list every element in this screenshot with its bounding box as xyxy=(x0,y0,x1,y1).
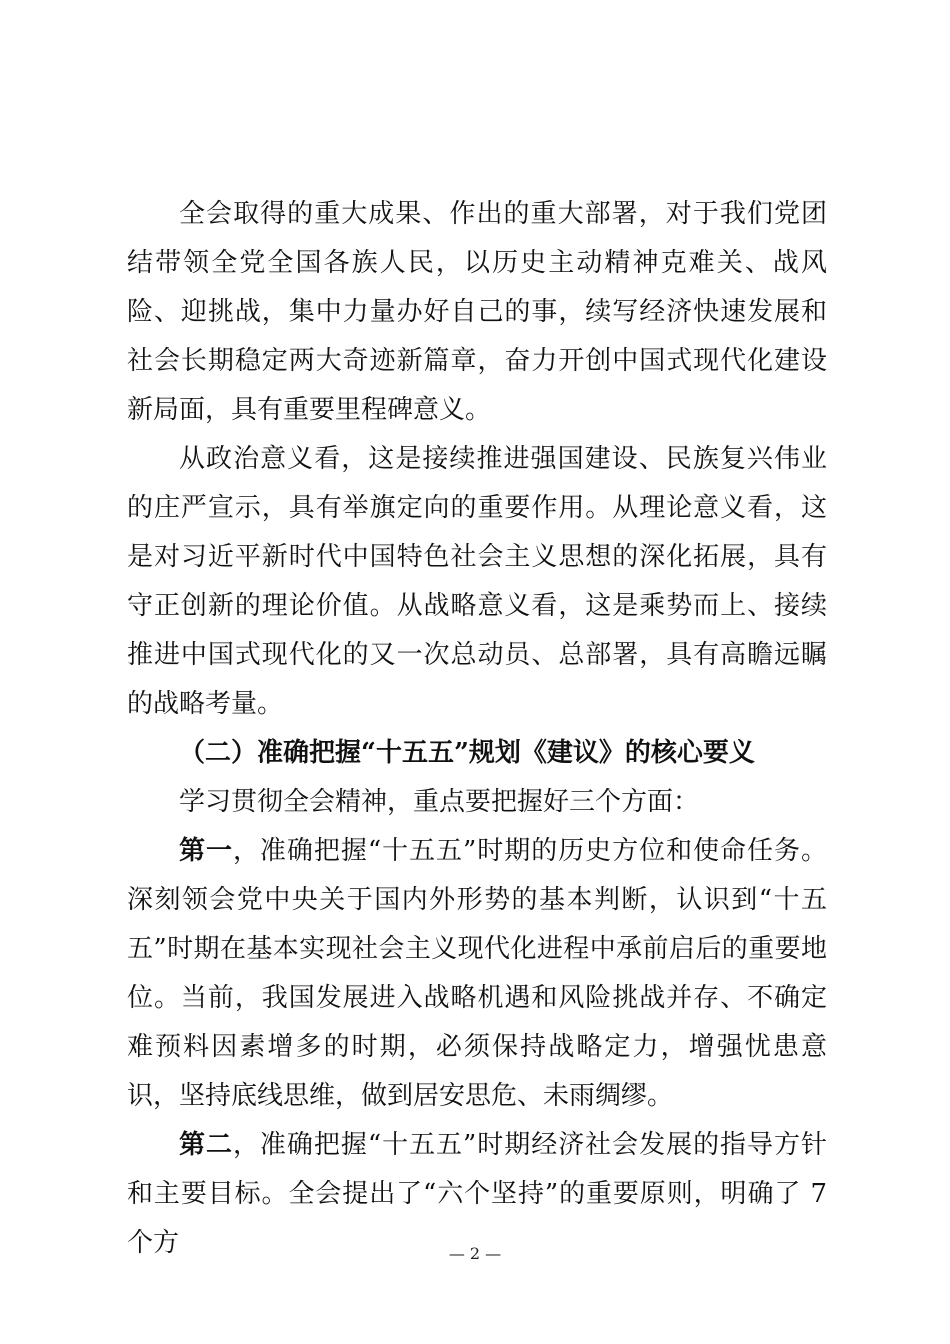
first-point-text: ，准确把握“十五五”时期的历史方位和使命任务。深刻领会党中央关于国内外形势的基本判断，认识到“十五五”时期在基本实现社会主义现代化进程中承前启后的重要地位。当前，我国发展进入战略机遇和风险挑战并存、不确定难预料因素增多的时期，必须保持战略定力，增强忧患意识，坚持底线思维，做到居安思危、未雨绸缪。 xyxy=(127,836,827,1111)
paragraph-significance: 全会取得的重大成果、作出的重大部署，对于我们党团结带领全党全国各族人民，以历史主动精神克难关、战风险、迎挑战，集中力量办好自己的事，续写经济快速发展和社会长期稳定两大奇迹新篇章，奋力开创中国式现代化建设新局面，具有重要里程碑意义。 xyxy=(127,199,827,425)
paragraph-intro: 学习贯彻全会精神，重点要把握好三个方面： xyxy=(179,787,700,817)
first-point-lead: 第一 xyxy=(179,836,233,866)
second-point-text: ，准确把握“十五五”时期经济社会发展的指导方针和主要目标。全会提出了“六个坚持”的重要原则，明确了 7 个方 xyxy=(127,1130,827,1258)
paragraph-political-meaning: 从政治意义看，这是接续推进强国建设、民族复兴伟业的庄严宣示，具有举旗定向的重要作用。从理论意义看，这是对习近平新时代中国特色社会主义思想的深化拓展，具有守正创新的理论价值。从战略意义看，这是乘势而上、接续推进中国式现代化的又一次总动员、总部署，具有高瞻远瞩的战略考量。 xyxy=(127,444,827,719)
second-point-lead: 第二 xyxy=(179,1130,233,1160)
section-heading: （二）准确把握“十五五”规划《建议》的核心要义 xyxy=(179,738,755,768)
paragraph-first-point xyxy=(127,827,827,1121)
page-number: — 2 — xyxy=(448,1244,502,1263)
document-body xyxy=(127,190,827,1268)
